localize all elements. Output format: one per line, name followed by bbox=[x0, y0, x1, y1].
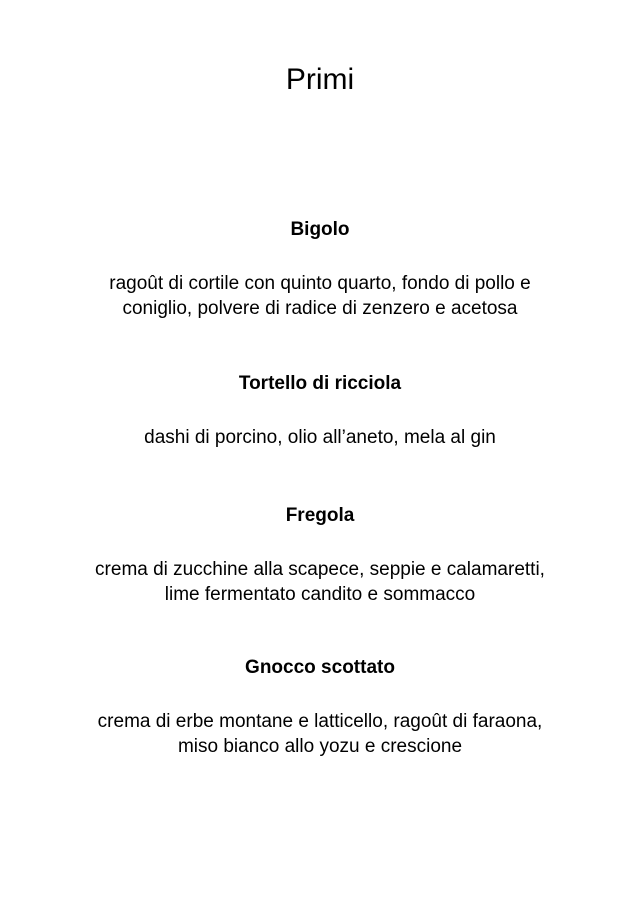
dish-description bbox=[0, 557, 640, 607]
dish-description-line: dashi di porcino, olio all’aneto, mela al gin bbox=[144, 427, 496, 448]
dish-name: Bigolo bbox=[290, 219, 350, 240]
menu-item bbox=[0, 218, 640, 321]
dish-name: Tortello di ricciola bbox=[238, 373, 402, 394]
dish-description bbox=[0, 271, 640, 321]
menu-item bbox=[0, 656, 640, 759]
dish-name: Fregola bbox=[285, 505, 355, 526]
dish-description bbox=[0, 709, 640, 759]
dish-description-line: crema di zucchine alla scapece, seppie e calamaretti, bbox=[95, 559, 545, 580]
dish-description bbox=[0, 425, 640, 450]
dish-description-line: ragoût di cortile con quinto quarto, fondo di pollo e bbox=[109, 273, 531, 294]
dish-description-line: lime fermentato candito e sommacco bbox=[164, 584, 476, 605]
dish-name: Gnocco scottato bbox=[245, 657, 395, 678]
dish-description-line: miso bianco allo yozu e crescione bbox=[177, 736, 463, 757]
menu-item bbox=[0, 372, 640, 450]
dish-description-line: crema di erbe montane e latticello, ragoût di faraona, bbox=[97, 711, 543, 732]
page-title: Primi bbox=[285, 63, 355, 96]
dish-description-line: coniglio, polvere di radice di zenzero e acetosa bbox=[122, 298, 518, 319]
menu-item bbox=[0, 504, 640, 607]
